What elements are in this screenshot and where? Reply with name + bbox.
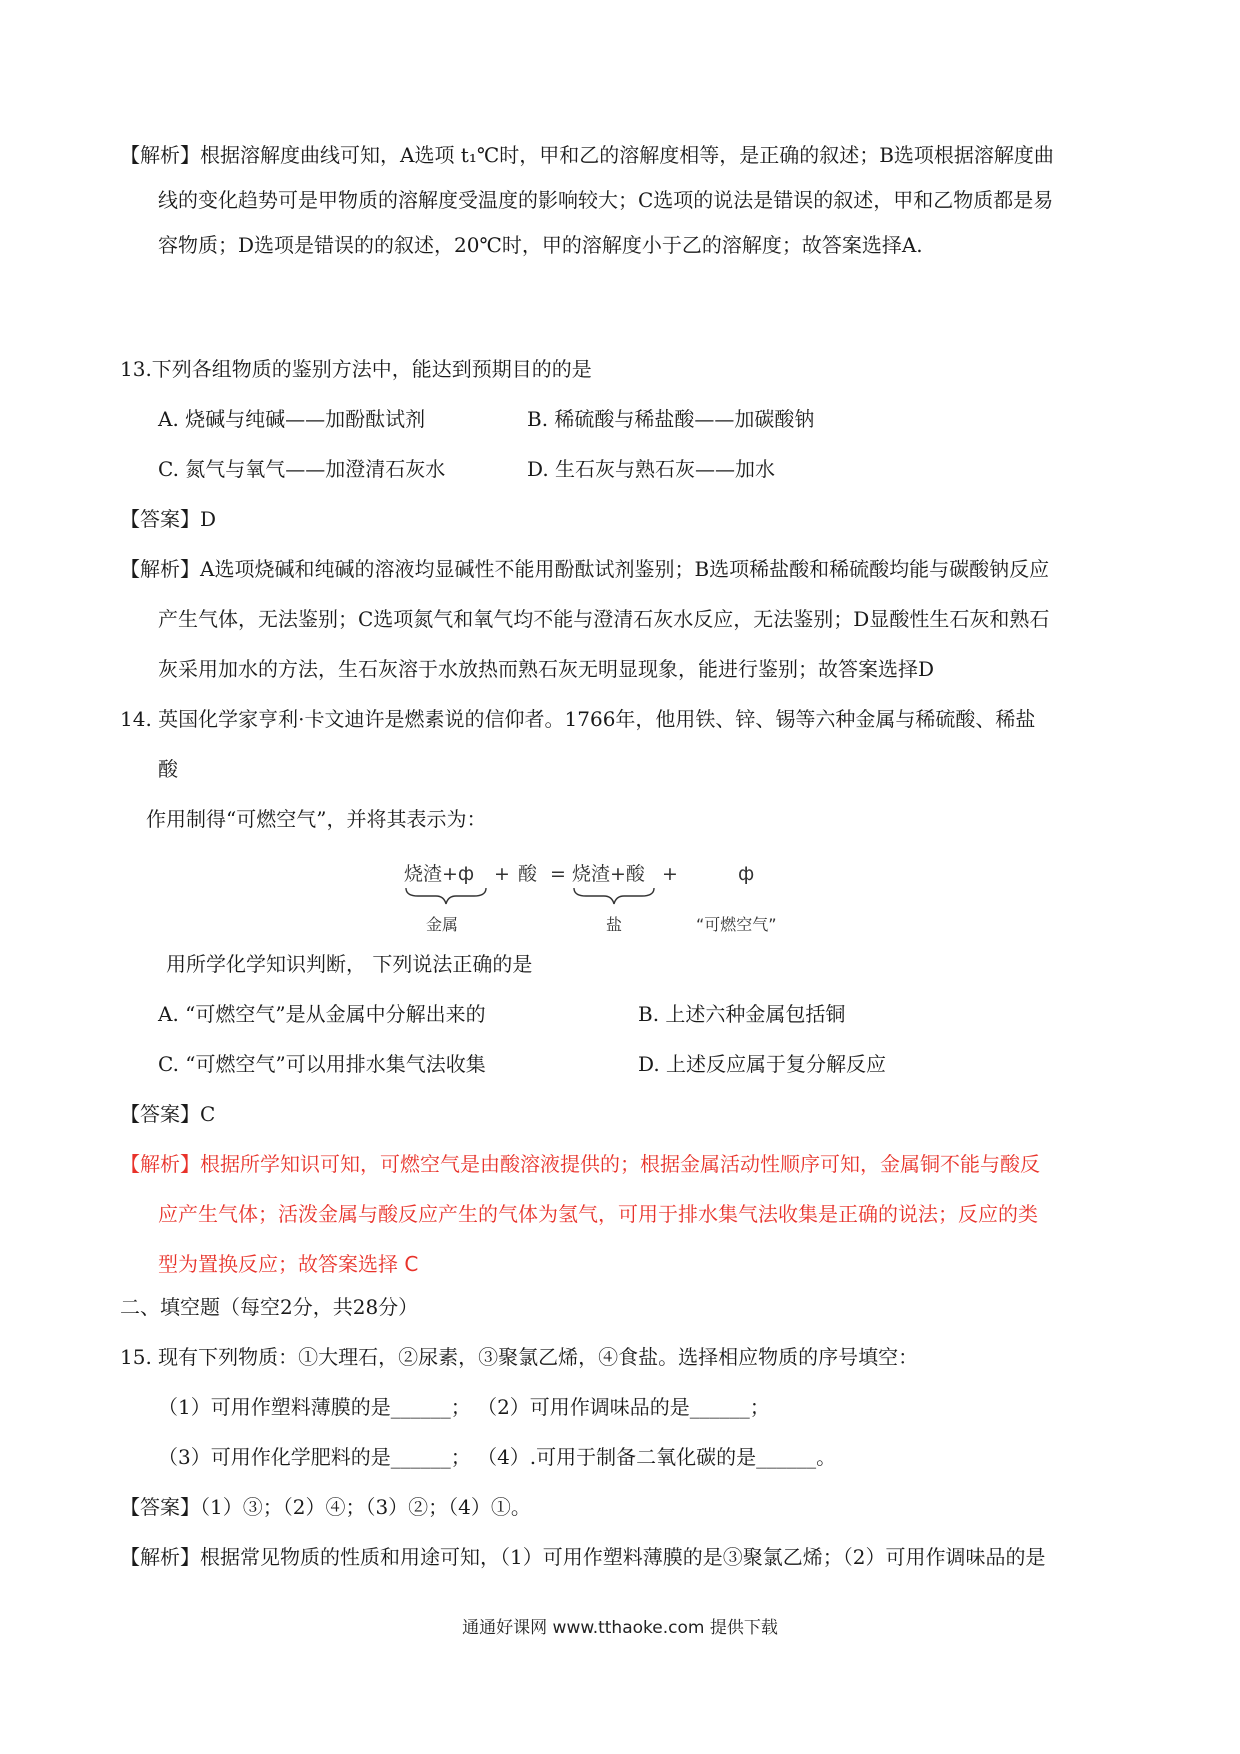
q13-option-a: A. 烧碱与纯碱——加酚酞试剂 [158,407,426,431]
q13-answer: 【答案】D [120,507,217,531]
q13-option-d: D. 生石灰与熟石灰——加水 [527,457,776,481]
eq-phi: ф [738,863,755,885]
eq-label-gas: “可燃空气” [696,915,777,934]
q14-option-a: A. “可燃空气”是从金属中分解出来的 [158,1002,486,1026]
q14-option-b: B. 上述六种金属包括铜 [638,1002,846,1026]
q15-analysis-line-1: 【解析】根据常见物质的性质和用途可知，（1）可用作塑料薄膜的是③聚氯乙烯；（2）可用作调味品的是 [120,1545,1046,1569]
q14-stem-line-1: 14. 英国化学家亨利·卡文迪许是燃素说的信仰者。1766年，他用铁、锌、锡等六种金属与稀硫酸、稀盐 [120,707,1036,731]
q14-analysis-line-3: 型为置换反应；故答案选择 C [158,1252,419,1276]
section-heading: 二、填空题（每空2分，共28分） [120,1295,419,1319]
q15-sub-2: （3）可用作化学肥料的是______； （4）.可用于制备二氧化碳的是______。 [158,1445,837,1469]
eq-equals: = [550,863,566,885]
prev-analysis-line-1: 【解析】根据溶解度曲线可知，A选项 t₁℃时，甲和乙的溶解度相等，是正确的叙述；B选项根据溶解度曲 [120,143,1054,167]
q14-option-c: C. “可燃空气”可以用排水集气法收集 [158,1052,486,1076]
prev-analysis-line-3: 容物质；D选项是错误的的叙述，20℃时，甲的溶解度小于乙的溶解度；故答案选择A. [158,233,923,257]
q13-analysis-line-3: 灰采用加水的方法，生石灰溶于水放热而熟石灰无明显现象，能进行鉴别；故答案选择D [158,657,935,681]
eq-brace-metal [406,888,486,904]
eq-label-salt: 盐 [606,915,623,934]
q13-option-b: B. 稀硫酸与稀盐酸——加碳酸钠 [527,407,815,431]
eq-acid: 酸 [518,863,538,885]
q14-option-d: D. 上述反应属于复分解反应 [638,1052,887,1076]
prev-analysis-line-2: 线的变化趋势可是甲物质的溶解度受温度的影响较大；C选项的说法是错误的叙述，甲和乙物质都是易 [158,188,1054,212]
q14-answer: 【答案】C [120,1102,216,1126]
eq-label-metal: 金属 [426,915,459,934]
q15-stem: 15. 现有下列物质：①大理石，②尿素，③聚氯乙烯，④食盐。选择相应物质的序号填空： [120,1345,919,1369]
q13-analysis-line-2: 产生气体，无法鉴别；C选项氮气和氧气均不能与澄清石灰水反应，无法鉴别；D显酸性生石灰和熟石 [158,607,1050,631]
q15-answer: 【答案】（1）③；（2）④；（3）②；（4）①。 [120,1495,531,1519]
q14-stem-line-3: 作用制得“可燃空气”，并将其表示为： [146,807,487,831]
q13-option-c: C. 氮气与氧气——加澄清石灰水 [158,457,446,481]
eq-plus-2: + [662,863,678,885]
eq-plus-1: + [494,863,510,885]
q13-stem: 13.下列各组物质的鉴别方法中，能达到预期目的的是 [120,357,592,381]
equation-figure [400,858,820,942]
eq-left-term: 烧渣+ф [404,863,475,885]
q15-sub-1: （1）可用作塑料薄膜的是______； （2）可用作调味品的是______； [158,1395,770,1419]
q14-analysis-line-1: 【解析】根据所学知识可知，可燃空气是由酸溶液提供的；根据金属活动性顺序可知，金属铜不能与酸反 [120,1152,1040,1176]
eq-brace-salt [574,888,654,904]
q14-analysis-line-2: 应产生气体；活泼金属与酸反应产生的气体为氢气，可用于排水集气法收集是正确的说法；反应的类 [158,1202,1038,1226]
q13-analysis-line-1: 【解析】A选项烧碱和纯碱的溶液均显碱性不能用酚酞试剂鉴别；B选项稀盐酸和稀硫酸均能与碳酸钠反应 [120,557,1050,581]
q14-stem-line-2: 酸 [158,757,178,781]
eq-right-term: 烧渣+酸 [572,863,645,885]
q14-stem-line-4: 用所学化学知识判断， 下列说法正确的是 [166,952,533,976]
page-footer: 通通好课网 www.tthaoke.com 提供下载 [462,1618,778,1638]
